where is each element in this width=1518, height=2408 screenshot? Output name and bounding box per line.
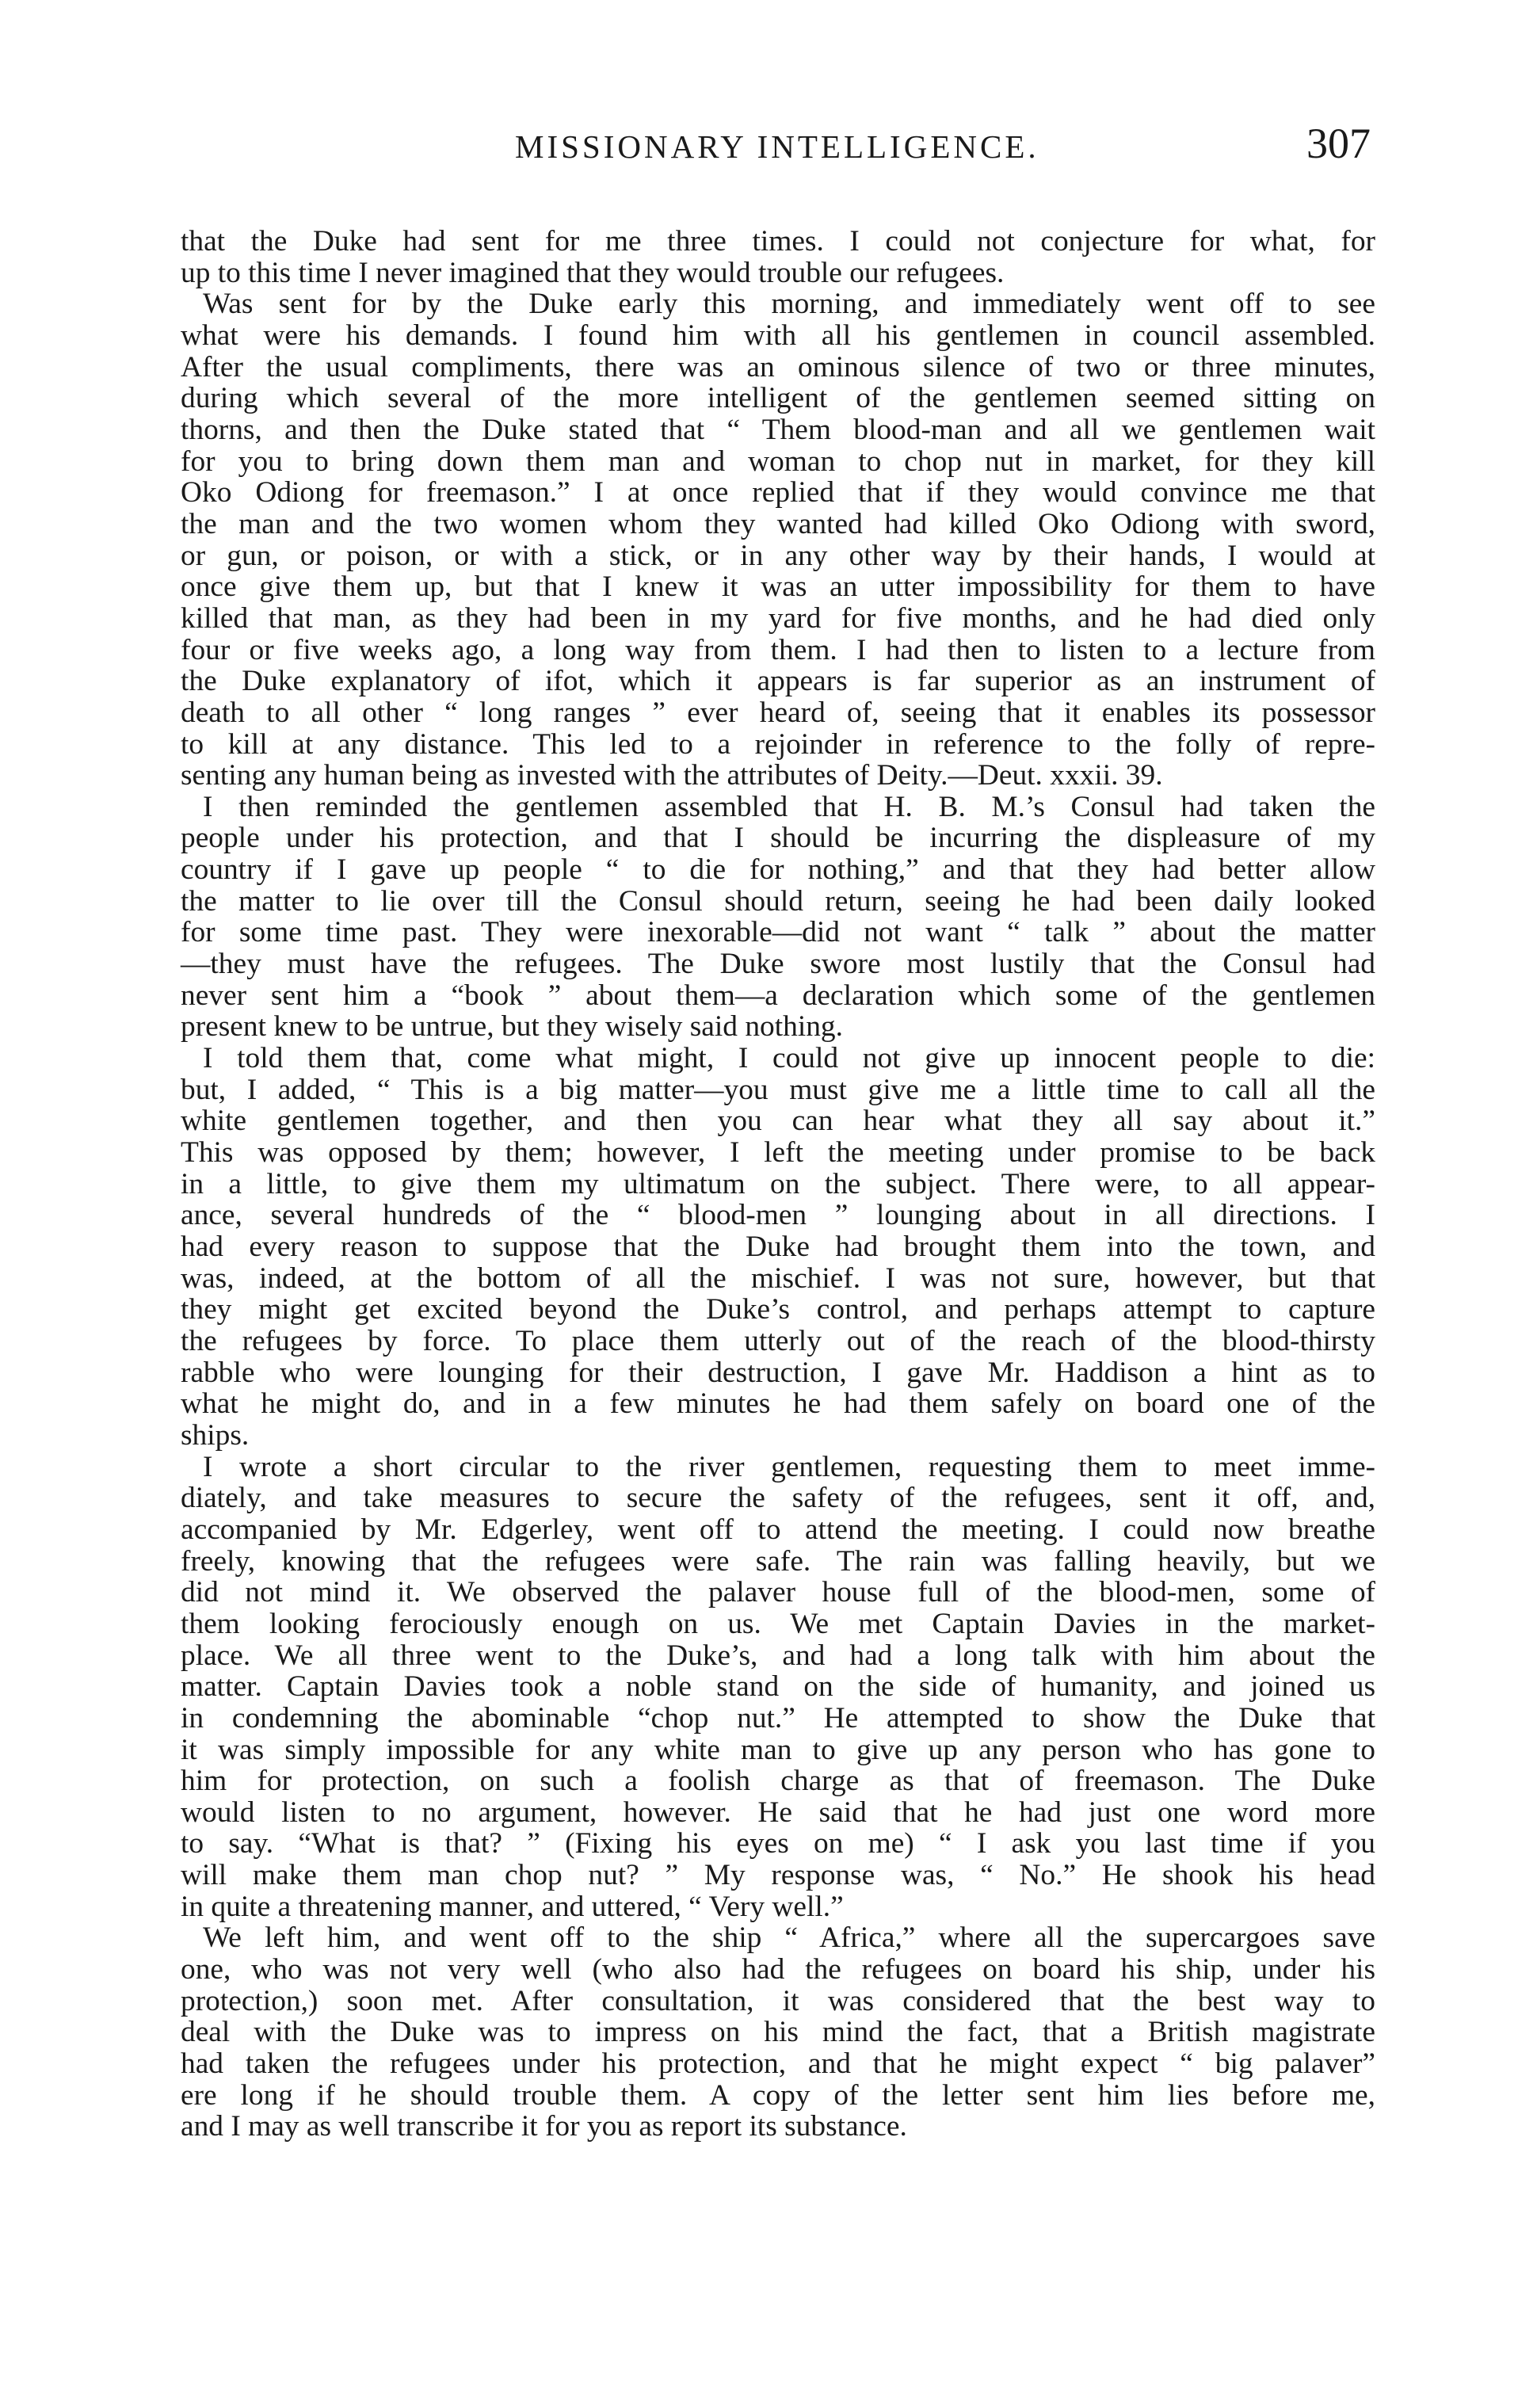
text-line: to kill at any distance. This led to a rejoinder in reference to the folly of repre- [181,727,1375,761]
text-line: freely, knowing that the refugees were safe. The rain was falling heavily, but we [181,1544,1375,1578]
text-line: the man and the two women whom they wanted had killed Oko Odiong with sword, [181,507,1375,540]
text-line: white gentlemen together, and then you can hear what they all say about it.” [181,1105,1375,1138]
text-line: accompanied by Mr. Edgerley, went off to attend the meeting. I could now breathe [181,1513,1375,1546]
running-title: MISSIONARY INTELLIGENCE. [515,128,1039,165]
text-line: present knew to be untrue, but they wisely said nothing. [181,1010,843,1044]
text-line: the Duke explanatory of ifot, which it appears is far superior as an instrument of [181,665,1375,698]
text-line: one, who was not very well (who also had the refugees on board his ship, under his [181,1953,1375,1986]
text-line: Was sent for by the Duke early this morning, and immediately went off to see [203,288,1375,321]
text-line: people under his protection, and that I should be incurring the displeasure of my [181,822,1375,855]
paragraph [181,1452,1375,1923]
text-line: senting any human being as invested with the attributes of Deity.—Deut. xxxii. 39. [181,759,1163,792]
text-line: After the usual compliments, there was an ominous silence of two or three minutes, [181,350,1375,384]
text-line: matter. Captain Davies took a noble stand on the side of humanity, and joined us [181,1670,1375,1704]
text-line: I then reminded the gentlemen assembled that H. B. M.’s Consul had taken the [203,790,1375,823]
text-line: was, indeed, at the bottom of all the mischief. I was not sure, however, but that [181,1261,1375,1295]
text-line: —they must have the refugees. The Duke swore most lustily that the Consul had [181,948,1375,981]
text-line: had every reason to suppose that the Duke had brought them into the town, and [181,1231,1375,1263]
text-line: but, I added, “ This is a big matter—you must give me a little time to call all the [181,1073,1375,1106]
text-line: them looking ferociously enough on us. We met Captain Davies in the market- [181,1607,1375,1640]
text-line: in condemning the abominable “chop nut.” He attempted to show the Duke that [181,1701,1375,1734]
text-line: for you to bring down them man and woman to chop nut in market, for they kill [181,445,1375,478]
body-text [181,226,1375,2143]
text-line: We left him, and went off to the ship “ Africa,” where all the supercargoes save [203,1921,1375,1955]
running-head [182,119,1371,174]
paragraph [181,226,1375,288]
text-line: once give them up, but that I knew it was an utter impossibility for them to have [181,571,1375,604]
text-line: This was opposed by them; however, I left the meeting under promise to be back [181,1136,1375,1170]
text-line: up to this time I never imagined that they would trouble our refugees. [181,256,1005,289]
text-line: protection,) soon met. After consultation, it was considered that the best way to [181,1984,1375,2017]
text-line: country if I gave up people “ to die for nothing,” and that they had better allow [181,853,1375,887]
text-line: the refugees by force. To place them utterly out of the reach of the blood-thirsty [181,1324,1375,1357]
text-line: it was simply impossible for any white man to give up any person who has gone to [181,1733,1375,1766]
text-line: and I may as well transcribe it for you as report its substance. [181,2110,907,2143]
text-line: killed that man, as they had been in my yard for five months, and he had died only [181,601,1375,635]
paragraph [181,1043,1375,1452]
text-line: for some time past. They were inexorable—did not want “ talk ” about the matter [181,916,1375,949]
text-line: rabble who were lounging for their destruction, I gave Mr. Haddison a hint as to [181,1356,1375,1389]
text-line: I wrote a short circular to the river gentlemen, requesting them to meet imme- [203,1450,1375,1483]
text-line: ance, several hundreds of the “ blood-men ” lounging about in all directions. I [181,1199,1375,1232]
text-line: Oko Odiong for freemason.” I at once replied that if they would convince me that [181,476,1375,509]
text-line: ere long if he should trouble them. A copy of the letter sent him lies before me, [181,2078,1375,2112]
text-line: in a little, to give them my ultimatum on the subject. There were, to all appear- [181,1167,1375,1200]
text-line: they might get excited beyond the Duke’s control, and perhaps attempt to capture [181,1293,1375,1326]
text-line: never sent him a “book ” about them—a declaration which some of the gentlemen [181,979,1375,1012]
text-line: in quite a threatening manner, and uttered, “ Very well.” [181,1890,844,1923]
text-line: would listen to no argument, however. He said that he had just one word more [181,1796,1375,1829]
text-line: during which several of the more intelligent of the gentlemen seemed sitting on [181,382,1375,415]
text-line: what were his demands. I found him with all his gentlemen in council assembled. [181,319,1375,352]
text-line: thorns, and then the Duke stated that “ Them blood-man and all we gentlemen wait [181,413,1375,446]
text-line: will make them man chop nut? ” My response was, “ No.” He shook his head [181,1859,1375,1892]
text-line: the matter to lie over till the Consul should return, seeing he had been daily looked [181,884,1375,918]
text-line: four or five weeks ago, a long way from them. I had then to listen to a lecture from [181,633,1375,666]
page-number: 307 [1306,120,1371,167]
paragraph [181,288,1375,792]
text-line: him for protection, on such a foolish charge as that of freemason. The Duke [181,1765,1375,1798]
text-line: place. We all three went to the Duke’s, and had a long talk with him about the [181,1639,1375,1672]
text-line: deal with the Duke was to impress on his mind the fact, that a British magistrate [181,2016,1375,2049]
text-line: did not mind it. We observed the palaver house full of the blood-men, some of [181,1576,1375,1609]
text-line: ships. [181,1418,250,1452]
paragraph [181,1922,1375,2143]
text-line: diately, and take measures to secure the safety of the refugees, sent it off, and, [181,1482,1375,1515]
text-line: had taken the refugees under his protection, and that he might expect “ big palaver” [181,2047,1375,2081]
text-line: I told them that, come what might, I could not give up innocent people to die: [203,1042,1375,1075]
text-line: that the Duke had sent for me three times. I could not conjecture for what, for [181,225,1375,258]
text-line: death to all other “ long ranges ” ever heard of, seeing that it enables its possessor [181,696,1375,729]
text-line: to say. “What is that? ” (Fixing his eyes on me) “ I ask you last time if you [181,1827,1375,1860]
text-line: or gun, or poison, or with a stick, or in any other way by their hands, I would at [181,539,1375,572]
paragraph [181,792,1375,1043]
text-line: what he might do, and in a few minutes he had them safely on board one of the [181,1387,1375,1421]
